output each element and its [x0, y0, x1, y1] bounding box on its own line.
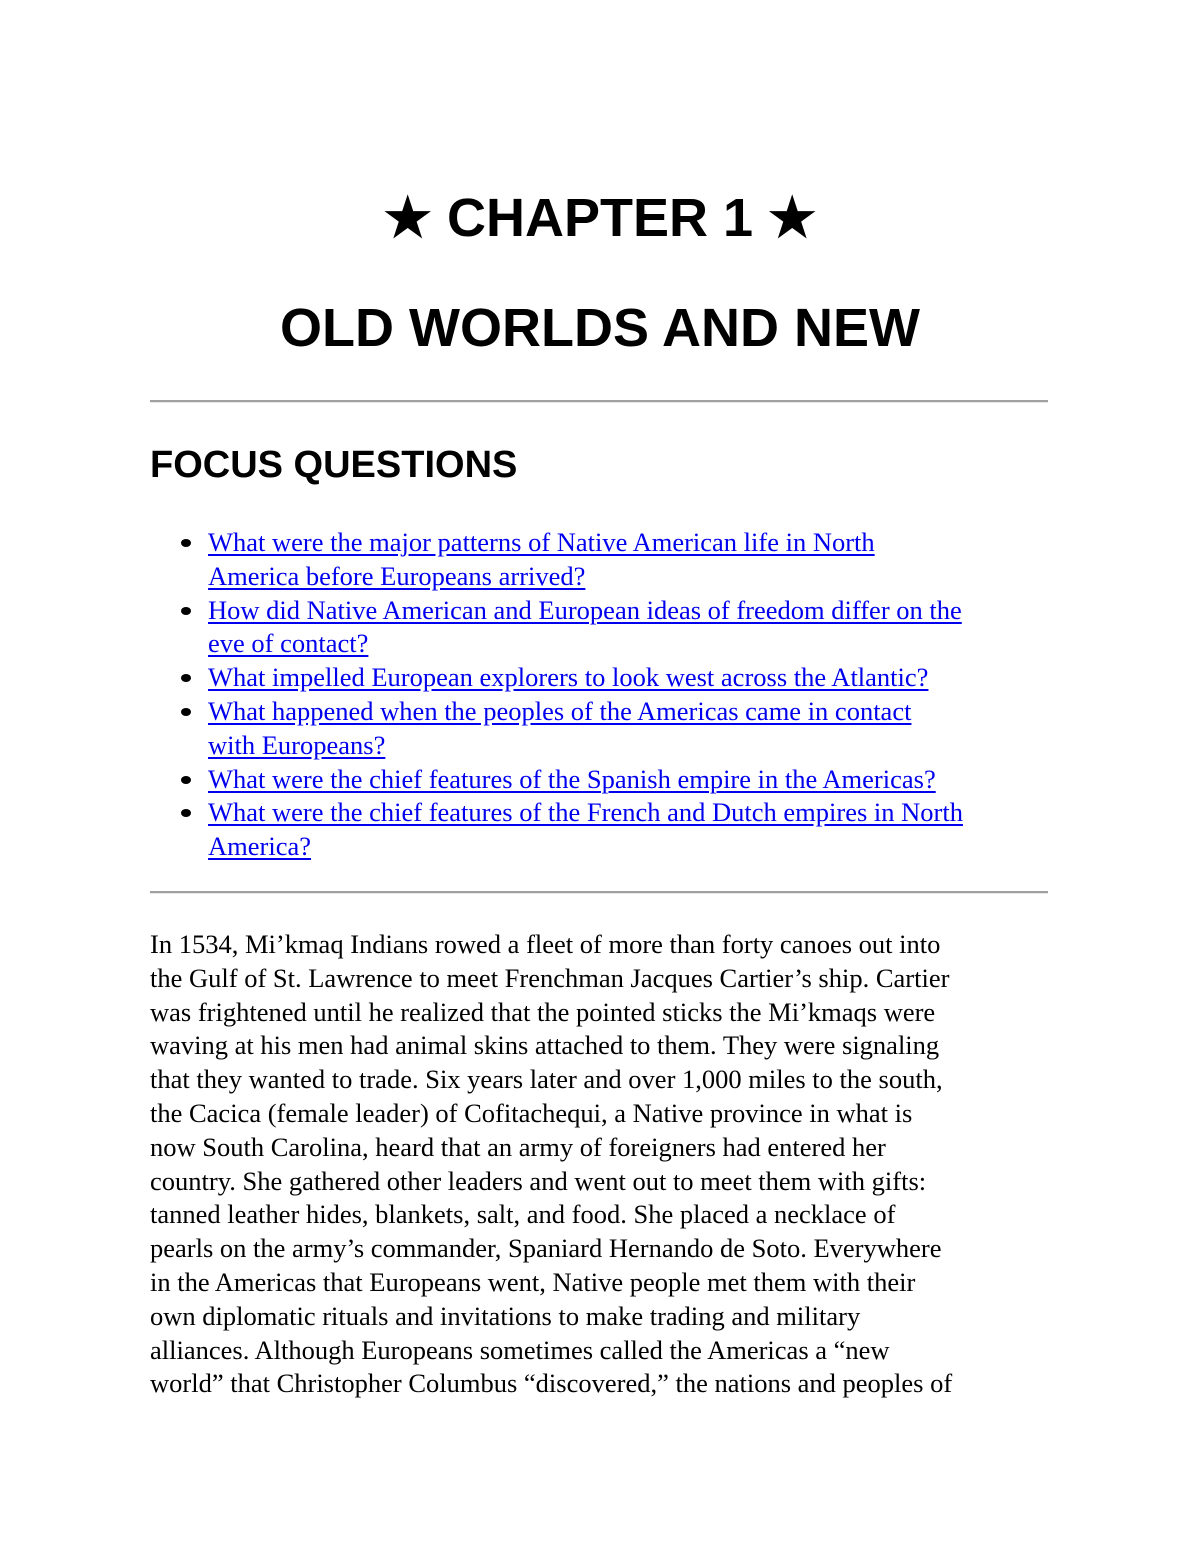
star-icon: ★: [383, 188, 432, 248]
paragraph-line: was frightened until he realized that the pointed sticks the Mi’kmaqs were: [150, 996, 936, 1027]
focus-question-link[interactable]: What happened when the peoples of the Americas came in contact with Europeans?: [208, 695, 912, 760]
paragraph-line: now South Carolina, heard that an army of foreigners had entered her: [150, 1131, 886, 1162]
bullet-icon: [181, 674, 191, 682]
paragraph-line: tanned leather hides, blankets, salt, and food. She placed a necklace of: [150, 1199, 896, 1230]
focus-questions-list: [208, 526, 1053, 864]
focus-question-link[interactable]: What were the chief features of the French and Dutch empires in North America?: [208, 797, 963, 862]
horizontal-rule: [150, 891, 1048, 894]
chapter-title: OLD WORLDS AND NEW: [280, 298, 920, 358]
focus-question-link[interactable]: What impelled European explorers to look west across the Atlantic?: [208, 662, 929, 693]
list-item: [208, 763, 1053, 797]
list-item: [208, 695, 1053, 763]
bullet-icon: [181, 539, 191, 547]
star-icon: ★: [768, 188, 817, 248]
chapter-label: CHAPTER 1: [446, 188, 754, 248]
bullet-icon: [181, 607, 191, 615]
paragraph-line: the Cacica (female leader) of Cofitachequi, a Native province in what is: [150, 1097, 913, 1128]
chapter-heading: [150, 186, 1050, 250]
focus-question-link[interactable]: How did Native American and European ideas of freedom differ on the eve of contact?: [208, 594, 962, 659]
paragraph-line: that they wanted to trade. Six years later and over 1,000 miles to the south,: [150, 1064, 943, 1095]
paragraph-line: waving at his men had animal skins attached to them. They were signaling: [150, 1030, 940, 1061]
paragraph-line: in the Americas that Europeans went, Native people met them with their: [150, 1266, 916, 1297]
paragraph-line: own diplomatic rituals and invitations to make trading and military: [150, 1300, 861, 1331]
paragraph-line: the Gulf of St. Lawrence to meet Frenchman Jacques Cartier’s ship. Cartier: [150, 962, 950, 993]
list-item: [208, 661, 1053, 695]
focus-question-link[interactable]: What were the chief features of the Spanish empire in the Americas?: [208, 763, 936, 794]
horizontal-rule: [150, 400, 1048, 403]
list-item: [208, 796, 1053, 864]
bullet-icon: [181, 809, 191, 817]
bullet-icon: [181, 776, 191, 784]
paragraph-line: country. She gathered other leaders and went out to meet them with gifts:: [150, 1165, 927, 1196]
paragraph-line: In 1534, Mi’kmaq Indians rowed a fleet of more than forty canoes out into: [150, 929, 941, 959]
focus-questions-heading: FOCUS QUESTIONS: [150, 444, 518, 486]
list-item: [208, 594, 1053, 662]
list-item: [208, 526, 1053, 594]
bullet-icon: [181, 708, 191, 716]
paragraph-line: alliances. Although Europeans sometimes called the Americas a “new: [150, 1334, 890, 1365]
intro-paragraph: [150, 928, 1050, 1401]
paragraph-line: world” that Christopher Columbus “discovered,” the nations and peoples of: [150, 1368, 953, 1399]
focus-question-link[interactable]: What were the major patterns of Native American life in North America before Europeans arrived?: [208, 527, 875, 591]
paragraph-line: pearls on the army’s commander, Spaniard Hernando de Soto. Everywhere: [150, 1233, 942, 1264]
